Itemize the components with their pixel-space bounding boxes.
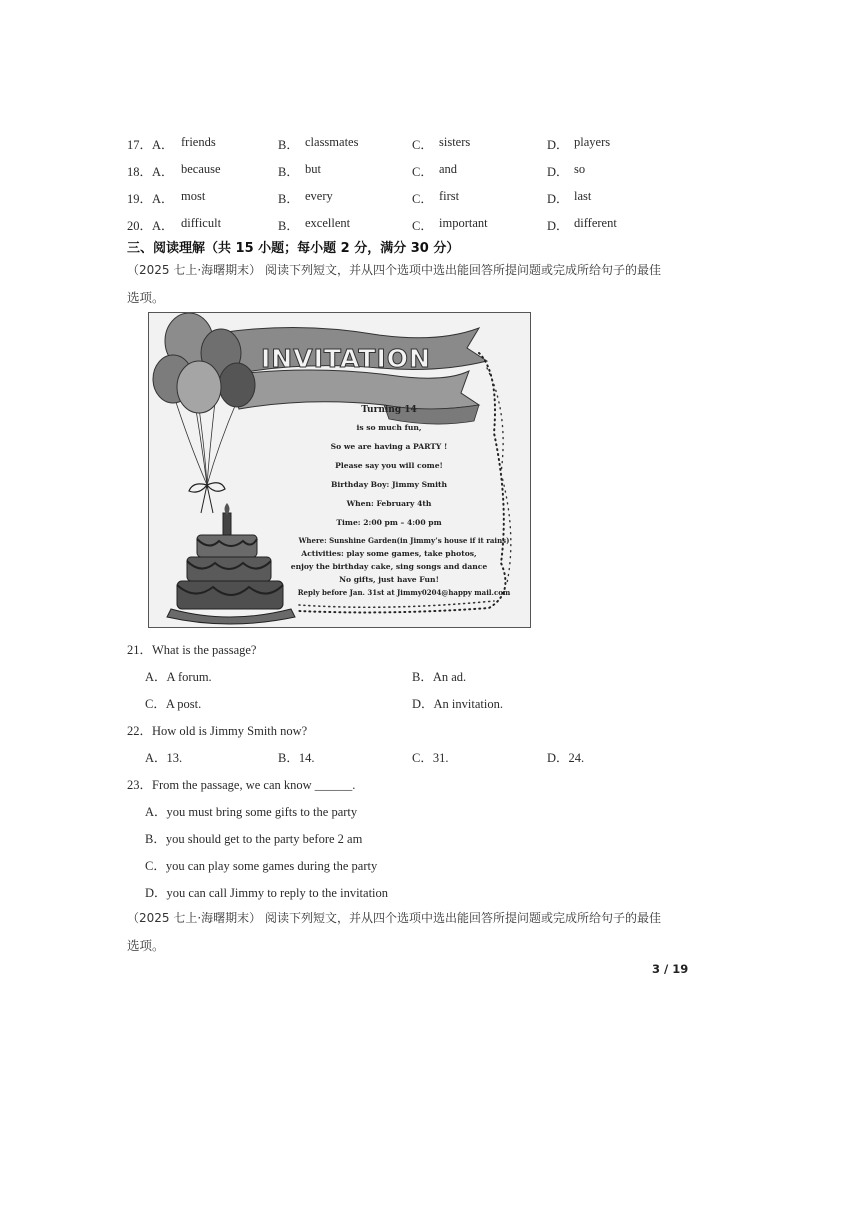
question-number: 20．A． bbox=[127, 219, 174, 233]
option-d: so bbox=[574, 162, 586, 176]
option-b: excellent bbox=[305, 216, 351, 230]
page-number: 3 / 19 bbox=[652, 962, 689, 976]
poster-line: is so much fun, bbox=[356, 423, 422, 432]
option-a: difficult bbox=[181, 216, 222, 230]
question-22-option-b[interactable]: B．14. bbox=[278, 751, 315, 765]
question-number: 19．A． bbox=[127, 192, 174, 206]
question-23-option-a[interactable]: A．you must bring some gifts to the party bbox=[145, 805, 358, 819]
question-22-option-a[interactable]: A．13. bbox=[145, 751, 183, 765]
option-b: but bbox=[305, 162, 321, 176]
question-22-stem: 22．How old is Jimmy Smith now? bbox=[127, 724, 308, 738]
poster-line: Time: 2:00 pm – 4:00 pm bbox=[336, 518, 442, 527]
option-d: last bbox=[574, 189, 592, 203]
option-b-label: B． bbox=[278, 219, 299, 233]
banner-title: INVITATION bbox=[261, 344, 431, 373]
poster-line: Activities: play some games, take photos, bbox=[301, 549, 477, 558]
option-d-label: D． bbox=[547, 192, 569, 206]
poster-line: No gifts, just have Fun! bbox=[339, 575, 439, 584]
option-c-label: C． bbox=[412, 192, 433, 206]
option-c-label: C． bbox=[412, 219, 433, 233]
option-b: classmates bbox=[305, 135, 359, 149]
question-21-stem: 21．What is the passage? bbox=[127, 643, 257, 657]
option-c: sisters bbox=[439, 135, 471, 149]
question-21-option-a[interactable]: A．A forum. bbox=[145, 670, 212, 684]
option-b-label: B． bbox=[278, 192, 299, 206]
cloze-row-18 bbox=[127, 162, 687, 180]
reading-intro2-line2: 选项。 bbox=[127, 938, 165, 953]
question-23-option-c[interactable]: C．you can play some games during the party bbox=[145, 859, 378, 873]
option-c: first bbox=[439, 189, 460, 203]
reading-intro2-line1: （2025 七上·海曙期末） 阅读下列短文，并从四个选项中选出能回答所提问题或完成所给句子的最佳 bbox=[127, 911, 661, 925]
poster-line: So we are having a PARTY ! bbox=[330, 442, 448, 451]
option-c: and bbox=[439, 162, 458, 176]
poster-line: Reply before Jan. 31st at Jimmy0204@happy mail.com bbox=[297, 588, 511, 597]
option-d: different bbox=[574, 216, 617, 230]
poster-line: Birthday Boy: Jimmy Smith bbox=[331, 480, 447, 489]
poster-line: Please say you will come! bbox=[335, 461, 443, 470]
question-number: 18．A． bbox=[127, 165, 174, 179]
question-21-option-d[interactable]: D．An invitation. bbox=[412, 697, 503, 711]
option-c: important bbox=[439, 216, 488, 230]
option-b: every bbox=[305, 189, 333, 203]
option-d-label: D． bbox=[547, 219, 569, 233]
option-a: most bbox=[181, 189, 206, 203]
cloze-row-19 bbox=[127, 189, 687, 207]
poster-line: Turning 14 bbox=[361, 405, 417, 415]
option-c-label: C． bbox=[412, 165, 433, 179]
invitation-poster bbox=[148, 312, 531, 628]
question-23-option-b[interactable]: B．you should get to the party before 2 am bbox=[145, 832, 363, 846]
question-22-option-c[interactable]: C．31. bbox=[412, 751, 449, 765]
poster-line: When: February 4th bbox=[346, 499, 432, 508]
question-21-option-b[interactable]: B．An ad. bbox=[412, 670, 467, 684]
option-b-label: B． bbox=[278, 165, 299, 179]
section-title: 三、阅读理解（共 15 小题；每小题 2 分，满分 30 分） bbox=[127, 241, 460, 256]
question-23-option-d[interactable]: D．you can call Jimmy to reply to the invitation bbox=[145, 886, 389, 900]
poster-line: Where: Sunshine Garden(in Jimmy’s house if it rains) bbox=[298, 536, 510, 545]
reading-intro-line2: 选项。 bbox=[127, 290, 165, 305]
option-d-label: D． bbox=[547, 165, 569, 179]
cloze-row-17 bbox=[127, 135, 687, 153]
option-a: friends bbox=[181, 135, 216, 149]
question-21-option-c[interactable]: C．A post. bbox=[145, 697, 202, 711]
reading-intro-line1: （2025 七上·海曙期末） 阅读下列短文，并从四个选项中选出能回答所提问题或完成所给句子的最佳 bbox=[127, 263, 661, 277]
question-number: 17．A． bbox=[127, 138, 174, 152]
option-d-label: D． bbox=[547, 138, 569, 152]
option-a: because bbox=[181, 162, 221, 176]
option-b-label: B． bbox=[278, 138, 299, 152]
cloze-row-20 bbox=[127, 216, 687, 234]
option-c-label: C． bbox=[412, 138, 433, 152]
poster-line: enjoy the birthday cake, sing songs and dance bbox=[290, 562, 488, 571]
option-d: players bbox=[574, 135, 611, 149]
question-23-stem: 23．From the passage, we can know ______. bbox=[127, 778, 356, 792]
question-22-option-d[interactable]: D．24. bbox=[547, 751, 585, 765]
